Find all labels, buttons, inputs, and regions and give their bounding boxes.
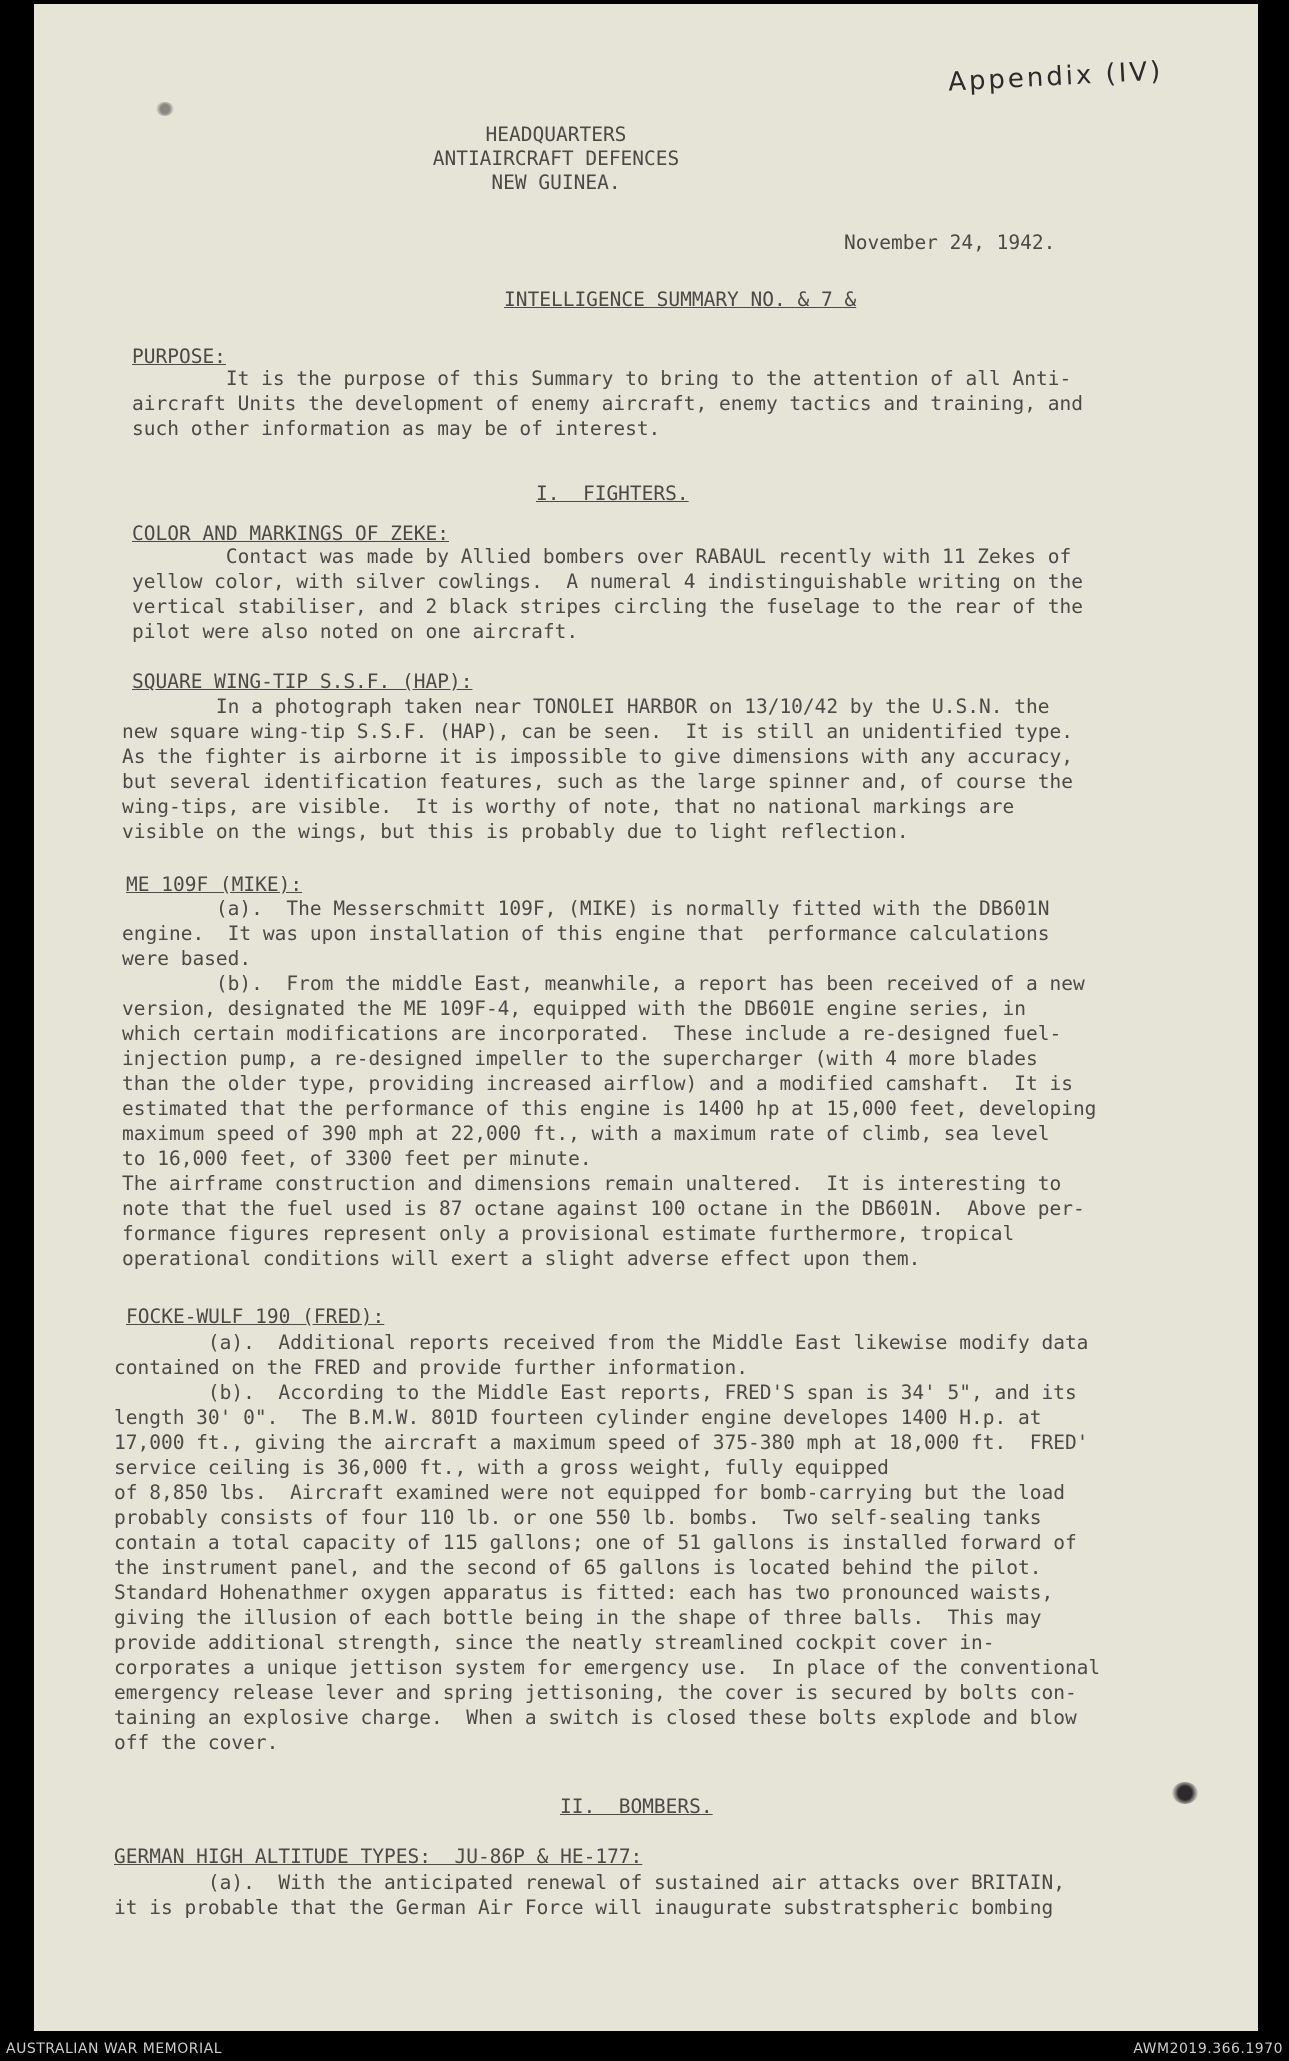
fred-heading: FOCKE-WULF 190 (FRED): [126,1305,385,1328]
hap-text: In a photograph taken near TONOLEI HARBOR on 13/10/42 by the U.S.N. the new square wing-tip S.S.F. (HAP), can be seen. It is still an unidentified type. As the fighter is airborne it is impossible to give dimensions with any accuracy, but several identification features, such as the large spinner and, of course the wing-tips, are visible. It is worthy of note, that no national markings are visible on the wings, but this is probably due to light reflection. [122,695,1073,843]
hq-line-1: HEADQUARTERS [485,123,627,146]
footer-accession-number: AWM2019.366.1970 [1133,2041,1283,2057]
section-fighters-title: I. FIGHTERS. [536,482,689,505]
hap-heading: SQUARE WING-TIP S.S.F. (HAP): [132,670,473,693]
fred-text: (a). Additional reports received from the Middle East likewise modify data contained on the FRED and provide further information. (b). According to the Middle East reports, FRED'S span is 34' 5", and its length 30' 0". The B.M.W. 801D fourteen cylinder engine developes 1400 H.p. at 17,000 ft., giving the aircraft a maximum speed of 375-380 mph at 18,000 ft. FRED' service ceiling is 36,000 ft., with a gross weight, fully equipped of 8,850 lbs. Aircraft examined were not equipped for bomb-carrying but the load probably consists of four 110 lb. or one 550 lb. bombs. Two self-sealing tanks contain a total capacity of 115 gallons; one of 51 gallons is installed forward of the instrument panel, and the second of 65 gallons is located behind the pilot. Standard Hohenathmer oxygen apparatus is fitted: each has two pronounced waists, giving the illusion of each bottle being in the shape of three balls. This may provide additional strength, since the neatly streamlined cockpit cover in- corporates a unique jettison system for emergency use. In place of the conventional emergency release lever and spring jettisoning, the cover is secured by bolts con- taining an explosive charge. When a switch is closed these bolts explode and blow off the cover. [114,1331,1101,1754]
zeke-heading: COLOR AND MARKINGS OF ZEKE: [132,522,449,545]
document-page [34,4,1258,2031]
hq-line-3: NEW GUINEA. [491,171,621,194]
paper-mark [156,102,174,116]
zeke-text: Contact was made by Allied bombers over RABAUL recently with 11 Zekes of yellow color, with silver cowlings. A numeral 4 indistinguishable writing on the vertical stabiliser, and 2 black stripes circling the fuselage to the rear of the pilot were also noted on one aircraft. [132,545,1083,643]
mike-heading: ME 109F (MIKE): [126,873,303,896]
appendix-annotation: Appendix (IV) [946,56,1164,98]
mike-text: (a). The Messerschmitt 109F, (MIKE) is normally fitted with the DB601N engine. It was upon installation of this engine that performance calculations were based. (b). From the middle East, meanwhile, a report has been received of a new version, designated the ME 109F-4, equipped with the DB601E engine series, in which certain modifications are incorporated. These include a re-designed fuel- injection pump, a re-designed impeller to the supercharger (with 4 more blades than the older type, providing increased airflow) and a modified camshaft. It is estimated that the performance of this engine is 1400 hp at 15,000 feet, developing maximum speed of 390 mph at 22,000 ft., with a maximum rate of climb, sea level to 16,000 feet, of 3300 feet per minute. The airframe construction and dimensions remain unaltered. It is interesting to note that the fuel used is 87 octane against 100 octane in the DB601N. Above per- formance figures represent only a provisional estimate furthermore, tropical operational conditions will exert a slight adverse effect upon them. [122,897,1097,1270]
hq-line-2: ANTIAIRCRAFT DEFENCES [432,147,680,170]
german-text: (a). With the anticipated renewal of sustained air attacks over BRITAIN, it is probable that the German Air Force will inaugurate substratspheric bombing [114,1871,1065,1919]
section-bombers-title: II. BOMBERS. [560,1795,713,1818]
purpose-text: It is the purpose of this Summary to bring to the attention of all Anti- aircraft Units the development of enemy aircraft, enemy tactics and training, and such other information as may be of interest. [132,367,1083,440]
footer-credit: AUSTRALIAN WAR MEMORIAL [6,2041,223,2057]
document-date: November 24, 1942. [844,231,1056,254]
summary-title: INTELLIGENCE SUMMARY NO. & 7 & [504,288,857,311]
ink-blot [1172,1782,1198,1804]
german-heading: GERMAN HIGH ALTITUDE TYPES: JU-86P & HE-177: [114,1845,643,1868]
purpose-heading: PURPOSE: [132,345,226,368]
